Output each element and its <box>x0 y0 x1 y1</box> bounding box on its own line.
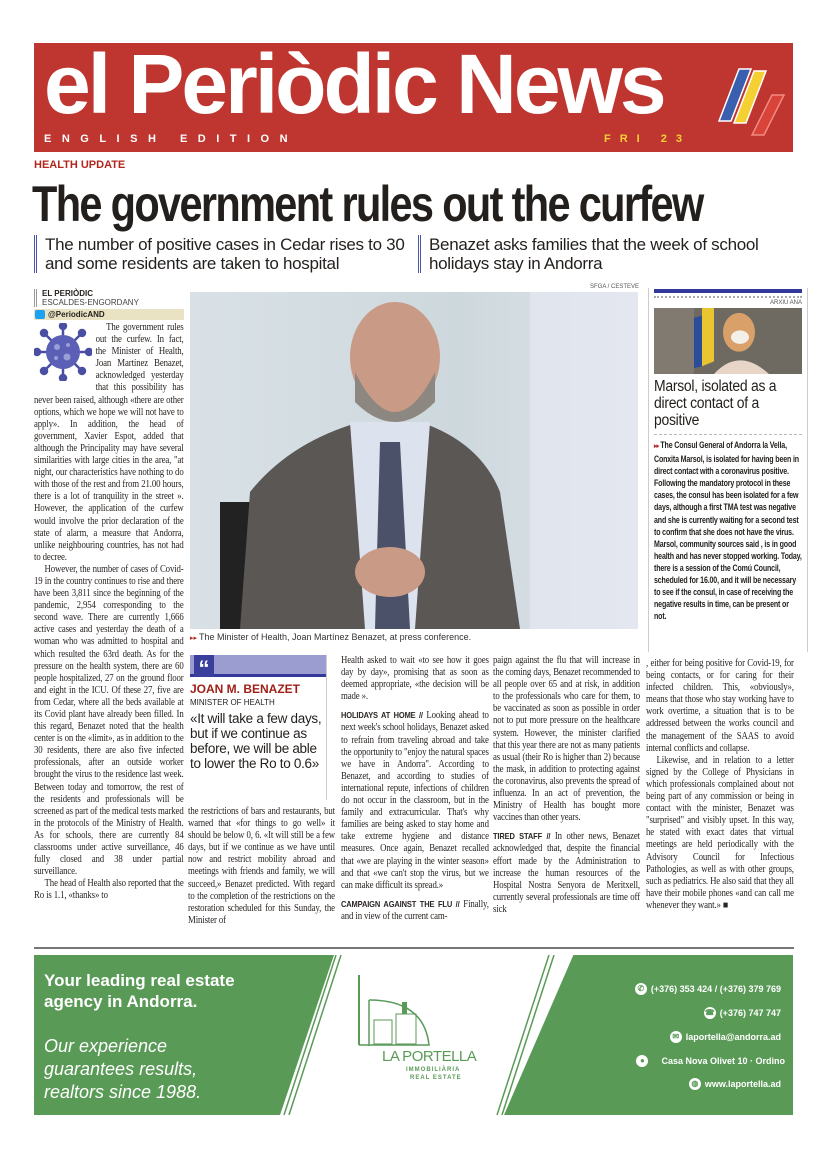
article-column-1 <box>34 322 184 903</box>
ad-brand-sub2: REAL ESTATE <box>410 1075 462 1081</box>
masthead-title: el Periòdic News <box>44 37 664 131</box>
article-paragraph: , either for being positive for Covid-19, for being contacts, or for caring for their infected children. This, «obviously», means that those who stay working have to work overtime, a situation that is to be addressed between the works council and the management of the SAAS to avoid internal conflicts and collapse. <box>646 658 794 754</box>
twitter-icon <box>35 310 45 319</box>
byline <box>34 289 184 307</box>
article-paragraph: However, the number of cases of Covid-19 in the country continues to rise and there have been 3,811 since the beginning of the pandemic, 2,954 corresponding to the second wave. There are currently 1,666 active cases and yesterday the death of a woman who was admitted to hospital and which resulted the 63rd death. As for the pressure on the health system, there are 60 people hospitalized, 27 on the ground floor and eight in the ICU. Of these 27, five are from Cedar, where all the beds available at its Covid plant have already been filled. In this regard, Benazet noted that the health center is on the «limit», as in addition to the 30 residents, there are also five infected professionals, after an outside worker brought the virus to the residence last week. Between today and tomorrow, the rest of the residents and professionals will be screened as part of the medical tests marked in the protocols of the Ministry of Health. As for schools, there are currently 84 classrooms under active surveillance, 46 fully closed and 38 under partial surveillance. <box>34 563 184 878</box>
article-paragraph: HOLIDAYS AT HOME // Looking ahead to next week's school holidays, Benazet asked to refrain from traveling abroad and take the opportunity to "enjoy the natural spaces we have in Andorra". According to Benazet, and according to studies of international repute, infections of children do not occur in the classroom, but in the family and extracurricular. That's why families are being asked to stay home and take extreme hygiene and distance measures. Once again, Benazet recalled that «we are playing in the winter season» and that «we can't stop the virus, but we can make difficult its spread.» <box>341 710 489 891</box>
twitter-handle[interactable] <box>34 309 184 320</box>
contact-phone[interactable]: ☎ (+376) 747 747 <box>704 1008 781 1018</box>
section-label: HOLIDAYS AT HOME // <box>341 710 423 721</box>
twitter-handle-text: @PeriodicAND <box>48 310 105 319</box>
edition-label: ENGLISH EDITION <box>44 133 299 145</box>
article-column-3 <box>341 655 489 923</box>
sidebar-photo-credit: ARXIU ANA <box>769 300 802 306</box>
article-column-2 <box>188 806 335 927</box>
byline-outlet: EL PERIÒDIC <box>42 289 93 298</box>
byline-location: ESCALDES-ENGORDANY <box>42 298 139 307</box>
pull-quote <box>190 655 327 800</box>
section-label: TIRED STAFF // <box>493 831 551 842</box>
photo-caption-text: The Minister of Health, Joan Martínez Benazet, at press conference. <box>198 632 472 642</box>
contact-website[interactable]: ◍ www.laportella.ad <box>689 1078 781 1090</box>
divider <box>34 947 794 949</box>
sidebar-bar <box>654 289 802 293</box>
photo-caption <box>190 632 471 644</box>
article-paragraph: The government rules out the curfew. In fact, the Minister of Health, Joan Martínez Benazet, acknowledged yesterday that this possibility has never been raised, although «there are other options, which we hope we will not have to apply». In addition, the head of government, Xavier Espot, added that although the Principality may have several similarities with large cities in the area, "at night, our characteristics have nothing to do with those of the rest and from 21.00 hours, there is a lot of tranquility in the street ». However, the application of the curfew would involve the prior declaration of the state of alarm, a measure that Andorra, unlike neighbouring countries, has not had to decree. <box>34 322 184 563</box>
sidebar-body: ▸▸ The Consul General of Andorra la Vella, Conxita Marsol, is isolated for having been in direct contact with a coronavirus positive. Following the mandatory protocol in these cases, the consul has been isolated for a few days, although a first TMA test was negative and she is currently waiting for a second test to confirm that she does not have the virus. Marsol, community sources said , is in good health and has never stopped working. Today, there is a session of the Comú Council, scheduled for 16.00, and it will be necessary to see if the consul, in case of receiving the negative results in time, can be present or not. <box>654 440 802 622</box>
ad-divider-lines-right <box>489 955 569 1115</box>
real-estate-ad[interactable] <box>34 955 793 1115</box>
whatsapp-icon: ✆ <box>635 983 647 995</box>
article-paragraph: TIRED STAFF // In other news, Benazet acknowledged that, despite the financial effort made by the Administration to increase the human resources of the Hospital Nostra Senyora de Meritxell, currently several professionals are time off sick <box>493 831 640 915</box>
sidebar-story <box>648 288 808 652</box>
sidebar-photo <box>654 308 802 374</box>
contact-email[interactable]: ✉ laportella@andorra.ad <box>670 1031 781 1043</box>
ad-tagline: Your leading real estate agency in Andorra. <box>44 971 235 1011</box>
quote-text: «It will take a few days, but if we continue as before, we will be able to lower the Ro to 0.6» <box>190 711 322 771</box>
location-icon: ● <box>636 1055 648 1067</box>
email-icon: ✉ <box>670 1031 682 1043</box>
article-paragraph: paign against the flu that will increase in the coming days, Benazet recommended to all people over 65 and at risk, in addition to the professionals who care for them, to be vaccinated as soon as possible in order not to put more pressure on the healthcare system. However, the minister clarified that this year there are not as many patients as usual (their Ro is higher than 2) because the mask, in addition to protecting against the coronavirus, also prevents the spread of influenza. In an act of prevention, the Ministry of Health has bought more vaccines than other years. <box>493 655 640 824</box>
article-column-4 <box>493 655 640 916</box>
article-paragraph: the restrictions of bars and restaurants, but warned that «for things to go well» it should be below 0, 6. «It will still be a few days, but if we continue as we have until now and restrict mobility abroad and meetings with friends and family, we will succeed,» Benazet predicted. With regard to the completion of the restrictions on the restoration scheduled for this Sunday, the Minister of <box>188 806 335 926</box>
sidebar-headline: Marsol, isolated as a direct contact of a positive <box>654 378 777 429</box>
minister-photo-illustration <box>190 292 638 629</box>
photo-credit: SFGA / CESTEVE <box>590 284 640 290</box>
flag-stripes-logo-icon <box>716 65 786 137</box>
ad-brand-sub1: IMMOBILIÀRIA <box>406 1067 461 1073</box>
main-photo <box>190 292 638 629</box>
article-paragraph: CAMPAIGN AGAINST THE FLU // Finally, and in view of the current cam- <box>341 898 489 922</box>
article-paragraph: Likewise, and in relation to a letter signed by the College of Physicians in which professionals complained about not being part of any commission or being in contact with the minister, Benazet was "surprised" and visibly upset. In this way, he stated with exact dates that virtual meetings are held periodically with the Advisory Council for Infectious Pathologies, as well as with other groups, such as pediatrics. He also said that they all have their mobile phones «and can call me whenever they want.» ■ <box>646 754 794 911</box>
article-paragraph: The head of Health also reported that the Ro is 1.1, «thanks» to <box>34 878 184 902</box>
subheadline-2: Benazet asks families that the week of school holidays stay in Andorra <box>418 235 793 273</box>
sidebar-arrows-icon: ▸▸ <box>654 443 661 450</box>
section-kicker: HEALTH UPDATE <box>34 159 126 171</box>
phone-icon: ☎ <box>704 1008 715 1017</box>
ad-brand: LA PORTELLA <box>382 1048 477 1065</box>
contact-address: ● Casa Nova Olivet 10 · Ordino <box>636 1055 785 1067</box>
quote-mark-icon: “ <box>194 655 214 677</box>
subheadline-1: The number of positive cases in Cedar rises to 30 and some residents are taken to hospital <box>34 235 410 273</box>
quote-bar <box>190 655 326 677</box>
date-label: FRI 23 <box>604 133 692 145</box>
article-column-5 <box>646 658 794 912</box>
main-headline: The government rules out the curfew <box>32 176 703 232</box>
section-label: CAMPAIGN AGAINST THE FLU // <box>341 898 460 909</box>
quote-role: MINISTER OF HEALTH <box>190 698 275 707</box>
la-portella-logo <box>354 970 444 1046</box>
masthead <box>34 37 793 152</box>
article-paragraph: Health asked to wait «to see how it goes day by day», promising that as soon as deemed appropriate, «the decision will be made ». <box>341 655 489 703</box>
caption-arrows-icon: ▸▸ <box>190 635 199 642</box>
contact-whatsapp[interactable]: ✆ (+376) 353 424 / (+376) 379 769 <box>635 983 781 995</box>
web-icon: ◍ <box>689 1078 701 1090</box>
quote-name: JOAN M. BENAZET <box>190 682 301 696</box>
ad-slogan: Our experience guarantees results, realtors since 1988. <box>44 1036 202 1102</box>
